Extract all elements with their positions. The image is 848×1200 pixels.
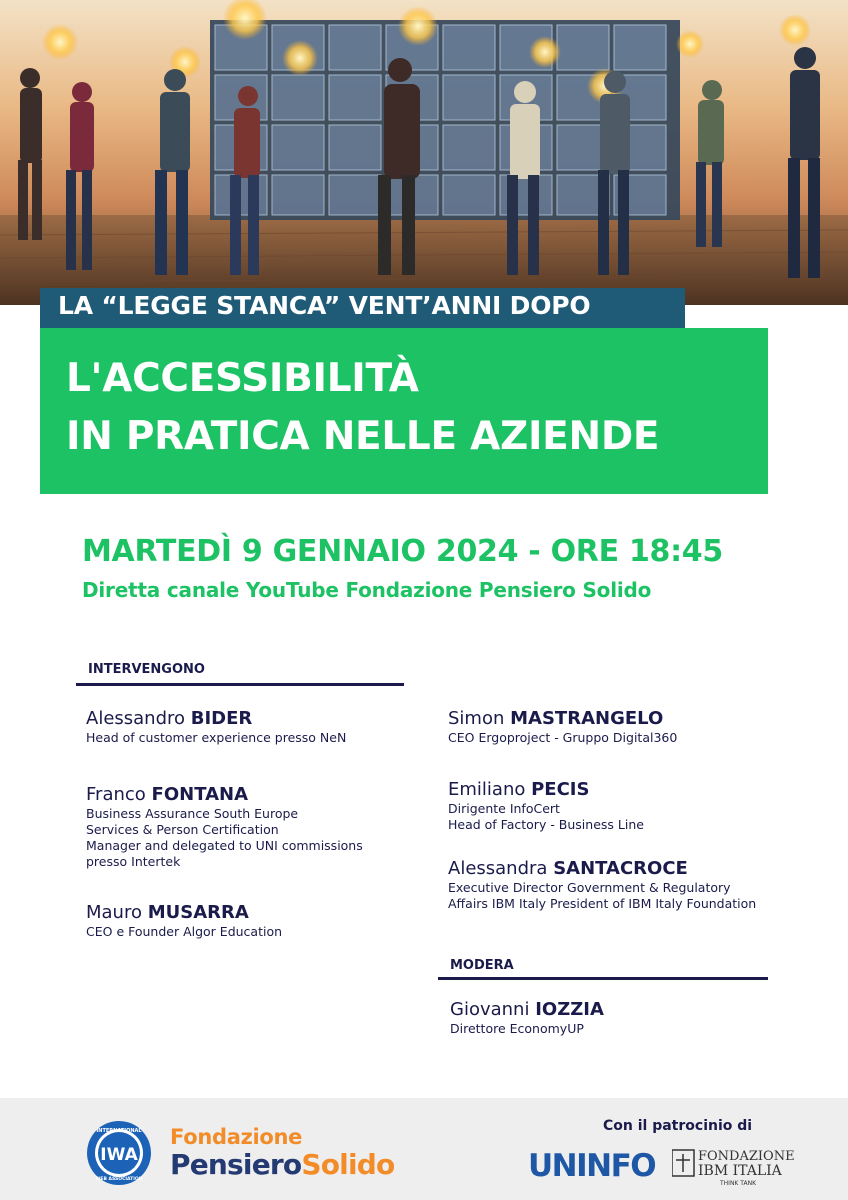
- speaker-name: Giovanni IOZZIA: [450, 999, 604, 1020]
- uninfo-logo-text: UNINFO: [528, 1148, 656, 1184]
- patronage-label: Con il patrocinio di: [603, 1118, 753, 1134]
- speaker-name: Alessandro BIDER: [86, 708, 253, 729]
- speaker-fontana: [86, 784, 363, 870]
- event-date-time: MARTEDÌ 9 GENNAIO 2024 - ORE 18:45: [82, 534, 723, 569]
- hero-illustration: [0, 0, 848, 305]
- speaker-role: CEO Ergoproject - Gruppo Digital360: [448, 730, 678, 745]
- speaker-role: Dirigente InfoCert Head of Factory - Business Line: [448, 801, 644, 832]
- speakers-divider: [76, 683, 404, 686]
- speaker-name: Franco FONTANA: [86, 784, 248, 805]
- speaker-name: Alessandra SANTACROCE: [448, 858, 688, 879]
- speaker-musarra: [86, 902, 282, 940]
- hero-scene: [0, 0, 848, 305]
- title-band: [40, 328, 768, 494]
- event-stream-link[interactable]: Diretta canale YouTube Fondazione Pensiero Solido: [82, 578, 652, 602]
- speaker-role: Direttore EconomyUP: [450, 1021, 584, 1036]
- speaker-role: Business Assurance South Europe Services & Person Certification Manager and delegated to UNI commissions presso Intertek: [86, 806, 363, 869]
- speaker-role: Head of customer experience presso NeN: [86, 730, 347, 745]
- iwa-logo-top: INTERNATIONAL: [96, 1128, 142, 1134]
- iwa-logo: [86, 1120, 152, 1186]
- iwa-logo-bottom: WEB ASSOCIATION: [95, 1177, 143, 1182]
- moderator-divider: [438, 977, 768, 980]
- speaker-role: Executive Director Government & Regulatory Affairs IBM Italy President of IBM Italy Foundation: [448, 880, 757, 911]
- ibm-logo-line-3: THINK TANK: [720, 1180, 757, 1187]
- speaker-santacroce: [448, 858, 756, 912]
- speaker-name: Mauro MUSARRA: [86, 902, 249, 923]
- event-title-line-1: L'ACCESSIBILITÀ: [66, 356, 419, 401]
- person-1: [18, 68, 42, 240]
- speaker-mastrangelo: [448, 708, 677, 746]
- event-subtitle: LA “LEGGE STANCA” VENT’ANNI DOPO: [58, 291, 591, 320]
- speaker-name: Simon MASTRANGELO: [448, 708, 664, 729]
- speaker-name: Emiliano PECIS: [448, 779, 590, 800]
- speakers-heading: INTERVENGONO: [88, 662, 205, 677]
- ibm-foundation-logo: [672, 1144, 812, 1188]
- speaker-bider: [86, 708, 346, 746]
- moderator-heading: MODERA: [450, 958, 514, 973]
- speaker-pecis: [448, 779, 644, 833]
- fps-logo-line-2: PensieroSolido: [170, 1148, 395, 1181]
- ibm-logo-line-2: IBM ITALIA: [698, 1163, 782, 1179]
- ibm-logo-line-1: FONDAZIONE: [698, 1149, 795, 1164]
- iwa-logo-mark: IWA: [100, 1145, 138, 1165]
- moderator-iozzia: [450, 999, 604, 1037]
- fps-logo-line-1: Fondazione: [170, 1125, 303, 1149]
- subtitle-band: [40, 288, 685, 328]
- uninfo-logo: [526, 1144, 662, 1184]
- event-title-line-2: IN PRATICA NELLE AZIENDE: [66, 414, 660, 459]
- speaker-role: CEO e Founder Algor Education: [86, 924, 283, 939]
